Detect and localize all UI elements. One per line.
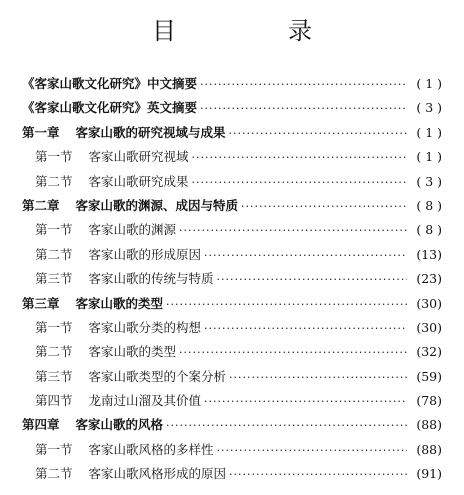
dot-leader — [179, 346, 407, 359]
dot-leader — [241, 200, 407, 213]
toc-entry-title: 客家山歌的渊源 — [88, 222, 177, 238]
toc-entry-label — [22, 415, 163, 433]
toc-entry-page: (88) — [416, 417, 442, 433]
toc-entry[interactable] — [22, 245, 442, 269]
toc-entry-page: ( 3 ) — [416, 173, 442, 189]
toc-entry-label — [22, 98, 197, 116]
toc-entry-number: 第四节 — [35, 393, 73, 409]
toc-entry-label — [35, 318, 201, 336]
toc-entry-page: (30) — [416, 319, 442, 335]
toc-entry-title: 客家山歌分类的构想 — [88, 319, 202, 335]
toc-entry-page: ( 8 ) — [416, 222, 442, 238]
toc-entry[interactable] — [22, 123, 442, 147]
toc-entry[interactable] — [22, 391, 442, 415]
toc-entry-title: 客家山歌类型的个案分析 — [88, 368, 227, 384]
toc-entry-title: 客家山歌的形成原因 — [88, 246, 202, 262]
dot-leader — [229, 468, 407, 481]
toc-entry[interactable] — [22, 220, 442, 244]
toc-entry-page: (30) — [416, 295, 442, 311]
dot-leader — [217, 273, 407, 286]
toc-entry-label — [35, 464, 226, 482]
dot-leader — [204, 322, 407, 335]
toc-entry-page: (88) — [416, 441, 442, 457]
toc-entry-page: ( 1 ) — [416, 76, 442, 91]
toc-entry-number: 第三节 — [35, 368, 73, 384]
toc-entry-title: 客家山歌的类型 — [75, 295, 164, 311]
dot-leader — [229, 127, 407, 140]
toc-entry-number: 第一章 — [22, 124, 60, 140]
toc-entry-page: (13) — [416, 246, 442, 262]
toc-entry-page: (59) — [416, 368, 442, 384]
toc-entry-title: 客家山歌风格的多样性 — [88, 441, 214, 457]
toc-entry-number: 第一节 — [35, 441, 73, 457]
toc-entry-title: 客家山歌风格形成的原因 — [88, 466, 227, 482]
toc-entry-number: 第三节 — [35, 271, 73, 287]
toc-entry-label — [22, 74, 197, 92]
toc-entry-page: ( 1 ) — [416, 124, 442, 140]
toc-entry-label — [35, 220, 176, 238]
toc-entry[interactable] — [22, 415, 442, 439]
toc-entry-label — [22, 123, 226, 141]
toc-entry-title: 客家山歌的类型 — [88, 344, 177, 360]
toc-entry-label — [35, 440, 214, 458]
toc-entry-number: 第二节 — [35, 173, 73, 189]
page-title: 目 录 — [152, 17, 356, 45]
toc-entry[interactable] — [22, 172, 442, 196]
toc-entry[interactable] — [22, 269, 442, 293]
toc-entry-label — [35, 172, 189, 190]
toc-entry-number: 第二章 — [22, 197, 60, 213]
toc-entry-page: (91) — [416, 466, 442, 482]
toc-entry-label — [35, 391, 201, 409]
toc-entry-number: 第一节 — [35, 149, 73, 165]
toc-entry[interactable] — [22, 318, 442, 342]
toc-entry-title: 客家山歌的传统与特质 — [88, 271, 214, 287]
toc-entry-title: 客家山歌的渊源、成因与特质 — [75, 197, 239, 213]
toc-entry-number: 第二节 — [35, 344, 73, 360]
toc-entry-page: ( 8 ) — [416, 197, 442, 213]
dot-leader — [217, 444, 407, 457]
dot-leader — [200, 78, 407, 91]
toc-entry-title: 客家山歌的风格 — [75, 417, 164, 433]
toc-entry[interactable] — [22, 196, 442, 220]
toc-entry[interactable] — [22, 294, 442, 318]
toc-entry[interactable] — [22, 98, 442, 122]
toc-entry-title: 龙南过山溜及其价值 — [88, 393, 202, 409]
toc-entry-number: 第二节 — [35, 246, 73, 262]
dot-leader — [192, 176, 407, 189]
toc-entry-page: (23) — [416, 271, 442, 287]
toc-entry-number: 第一节 — [35, 319, 73, 335]
toc-entry[interactable] — [22, 440, 442, 464]
toc-entry-title: 客家山歌研究成果 — [88, 173, 189, 189]
toc-entry-page: ( 3 ) — [416, 100, 442, 116]
toc-entry-label — [35, 342, 176, 360]
dot-leader — [200, 102, 407, 115]
toc-entry[interactable] — [22, 367, 442, 391]
toc-entry-number: 第一节 — [35, 222, 73, 238]
toc-entry-number: 第三章 — [22, 295, 60, 311]
dot-leader — [204, 395, 407, 408]
dot-leader — [229, 371, 407, 384]
table-of-contents — [22, 74, 442, 489]
toc-entry-page: ( 1 ) — [416, 149, 442, 165]
toc-entry[interactable] — [22, 147, 442, 171]
dot-leader — [179, 224, 407, 237]
toc-entry[interactable] — [22, 342, 442, 366]
toc-entry-number: 《客家山歌文化研究》英文摘要 — [22, 100, 198, 116]
toc-entry-label — [35, 147, 189, 165]
toc-entry-label — [22, 294, 163, 312]
toc-entry-number: 第四章 — [22, 417, 60, 433]
toc-entry-label — [22, 196, 238, 214]
toc-entry-label — [35, 269, 214, 287]
toc-entry-page: (32) — [416, 344, 442, 360]
toc-entry-title: 客家山歌研究视域 — [88, 149, 189, 165]
dot-leader — [166, 298, 407, 311]
toc-entry-label — [35, 367, 226, 385]
toc-entry[interactable] — [22, 74, 442, 98]
toc-entry-number: 《客家山歌文化研究》中文摘要 — [22, 76, 198, 91]
dot-leader — [166, 419, 407, 432]
toc-entry-page: (78) — [416, 393, 442, 409]
dot-leader — [192, 151, 407, 164]
toc-entry-number: 第二节 — [35, 466, 73, 482]
toc-entry-title: 客家山歌的研究视域与成果 — [75, 124, 226, 140]
dot-leader — [204, 249, 407, 262]
toc-entry[interactable] — [22, 464, 442, 488]
toc-entry-label — [35, 245, 201, 263]
